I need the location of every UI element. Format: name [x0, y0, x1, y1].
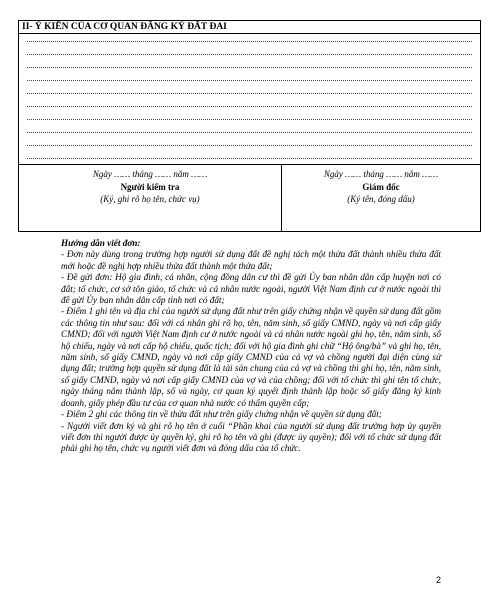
guide-paragraph: - Người viết đơn ký và ghi rõ họ tên ở cuối “Phần khai của người sử dụng đất trường hợp ủy quyền viết đơn thì người được ủy quyền ký, ghi rõ họ tên và ghi (được ủy quyền); đối với tổ chức sử dụng đất phải ghi họ tên, chức vụ người viết đơn và đóng dấu của tổ chức. [61, 420, 441, 454]
signature-role: Giám đốc [362, 182, 400, 192]
section-title: II- Ý KIẾN CỦA CƠ QUAN ĐĂNG KÝ ĐẤT ĐAI [19, 21, 480, 34]
dotted-line [27, 158, 472, 159]
guide-paragraph: - Điểm 1 ghi tên và địa chỉ của người sử dụng đất như trên giấy chứng nhận về quyền sử dụng đất gồm các thông tin như sau: đối với cá nhân ghi rõ họ, tên, năm sinh, số giấy CMND, ngày và nơi cấp giấy CMND; đối với người Việt Nam định cư ở nước ngoài và cá nhân nước ngoài ghi họ, tên, năm sinh, số hộ chiếu, ngày và nơi cấp hộ chiếu, quốc tịch; đối với hộ gia đình ghi chữ “Hộ ông/bà” và ghi họ, tên, năm sinh, số giấy CMND, ngày và nơi cấp giấy CMND của cả vợ và chồng người đại diện cùng sử dụng đất; trường hợp quyền sử dụng đất là tài sản chung của cả vợ và chồng thì ghi họ, tên, năm sinh, số giấy CMND, ngày và nơi cấp giấy CMND của vợ và của chồng; đối với tổ chức thì ghi tên tổ chức, ngày tháng năm thành lập, số và ngày, cơ quan ký quyết định thành lập hoặc số giấy đăng ký kinh doanh, giấy phép đầu tư của cơ quan nhà nước có thẩm quyền cấp; [61, 306, 441, 408]
signature-block-director [282, 165, 480, 232]
dotted-line [27, 132, 472, 133]
signature-row [19, 164, 480, 232]
signature-date: Ngày …… tháng …… năm …… [92, 169, 208, 179]
opinion-writing-lines [19, 34, 480, 164]
signature-role: Người kiểm tra [120, 182, 180, 192]
signature-note: (Ký, ghi rõ họ tên, chức vụ) [100, 194, 200, 204]
guide-paragraph: - Đơn này dùng trong trường hợp người sử dụng đất đề nghị tách một thửa đất thành nhiều thửa đất mới hoặc đề nghị hợp nhiều thửa đất thành một thửa đất; [61, 249, 441, 271]
guide-title: Hướng dẫn viết đơn: [61, 238, 141, 248]
dotted-line [27, 54, 472, 55]
guide-paragraph: - Điểm 2 ghi các thông tin về thửa đất như trên giấy chứng nhận về quyền sử dụng đất; [61, 409, 382, 420]
dotted-line [27, 93, 472, 94]
dotted-line [27, 41, 472, 42]
guide-paragraph: - Đề gửi đơn: Hộ gia đình, cá nhân, cộng đồng dân cư thì đề gửi Ủy ban nhân dân cấp huyện nơi có đất; tổ chức, cơ sở tôn giáo, tổ chức và cá nhân nước ngoài, người Việt Nam định cư ở nước ngoài thì đề gửi Ủy ban nhân dân cấp tỉnh nơi có đất; [61, 272, 441, 306]
opinion-section [18, 20, 481, 232]
signature-date: Ngày …… tháng …… năm …… [323, 169, 439, 179]
dotted-line [27, 67, 472, 68]
signature-note: (Ký tên, đóng dấu) [347, 194, 415, 204]
page-number: 2 [436, 575, 442, 585]
dotted-line [27, 119, 472, 120]
dotted-line [27, 106, 472, 107]
writing-guide [61, 238, 441, 455]
dotted-line [27, 145, 472, 146]
dotted-line [27, 80, 472, 81]
signature-block-inspector [19, 165, 282, 232]
